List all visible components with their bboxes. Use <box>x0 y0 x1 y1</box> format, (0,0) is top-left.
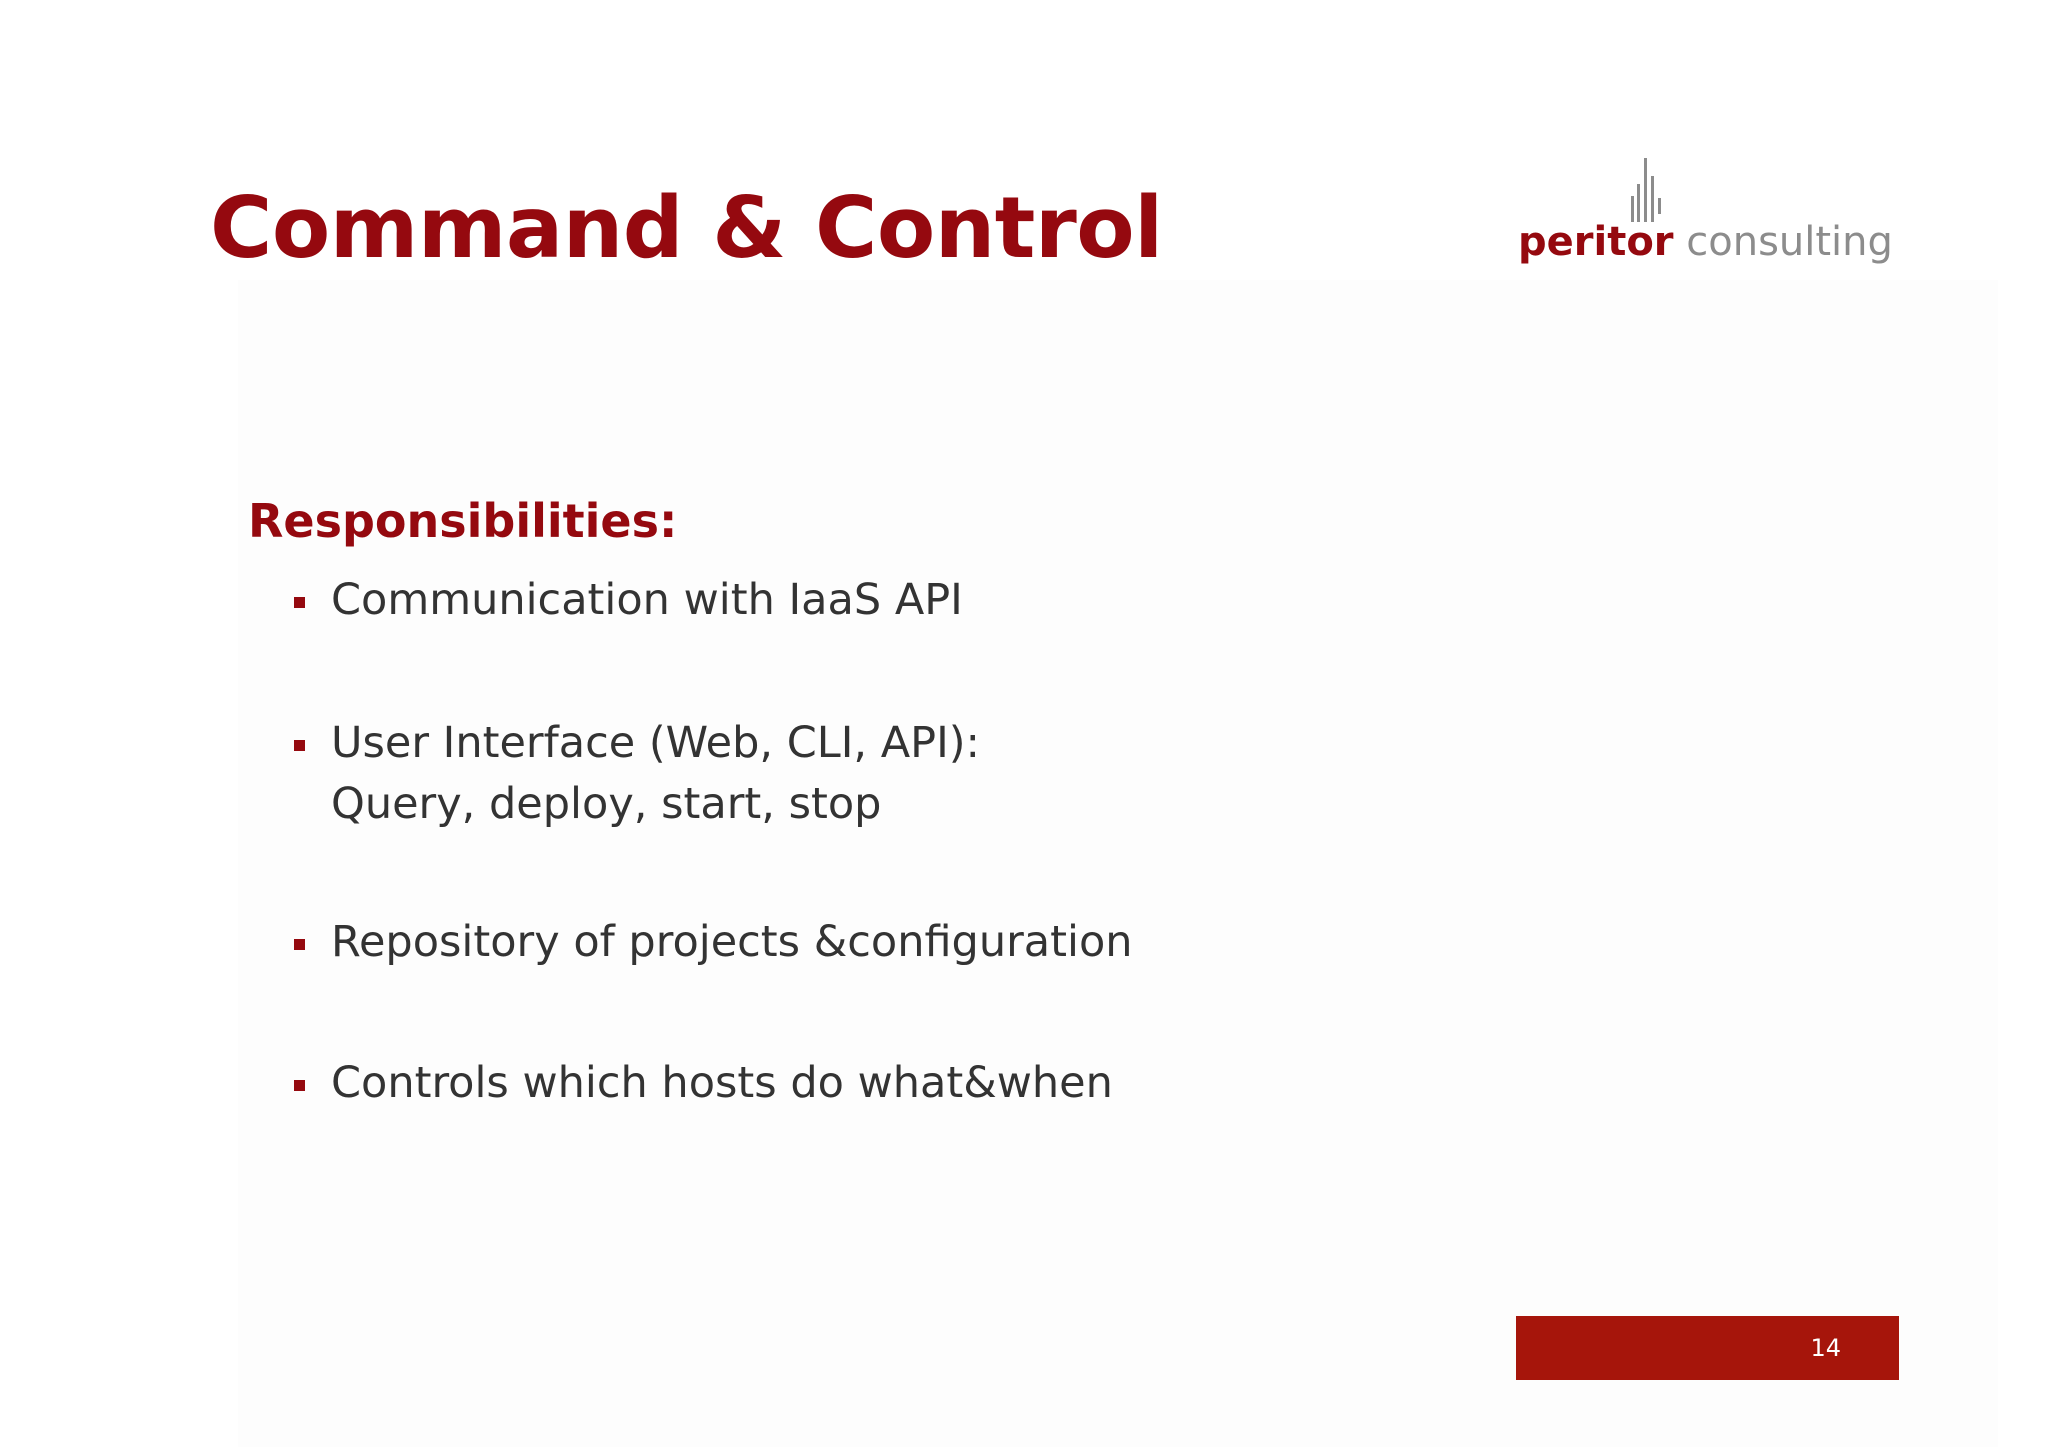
bullet-line: Controls which hosts do what&when <box>331 1058 1113 1108</box>
logo-bar <box>1637 184 1640 222</box>
logo-bar <box>1644 158 1647 222</box>
slide-title: Command & Control <box>210 179 1163 278</box>
bullet-text <box>331 912 1133 973</box>
logo-bar <box>1651 176 1654 222</box>
content-panel <box>238 280 1998 1447</box>
bar-mark-icon <box>1628 158 1664 222</box>
logo-word-peritor: peritor <box>1518 219 1674 265</box>
bullet-square-icon <box>294 1080 305 1091</box>
logo-wordmark <box>1518 220 1893 264</box>
bullet-text <box>331 570 963 631</box>
company-logo <box>1518 158 1893 268</box>
bullet-line: Repository of projects &configuration <box>331 917 1133 967</box>
page-number-bar <box>1516 1316 1899 1380</box>
section-heading: Responsibilities: <box>248 494 678 548</box>
logo-bar <box>1658 198 1661 214</box>
page-number: 14 <box>1810 1334 1841 1362</box>
bullet-text <box>331 1053 1113 1114</box>
bullet-square-icon <box>294 939 305 950</box>
bullet-line: User Interface (Web, CLI, API): <box>331 718 981 768</box>
bullet-square-icon <box>294 597 305 608</box>
bullet-line: Communication with IaaS API <box>331 575 963 625</box>
bullet-text <box>331 713 980 835</box>
bullet-line: Query, deploy, start, stop <box>331 779 882 829</box>
logo-word-consulting: consulting <box>1686 219 1893 265</box>
bullet-square-icon <box>294 740 305 751</box>
